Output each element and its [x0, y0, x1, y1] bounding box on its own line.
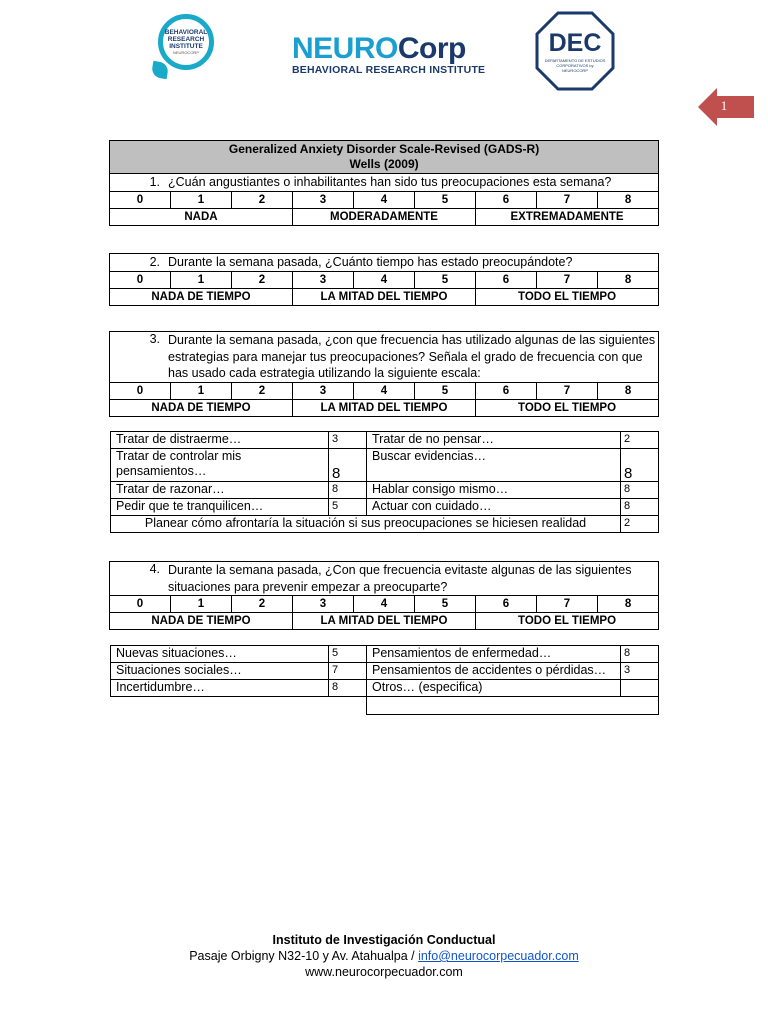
scale-value[interactable]: 2	[232, 383, 293, 400]
scale-value[interactable]: 1	[171, 192, 232, 209]
strategy-row	[111, 449, 659, 482]
strategy-label: Tratar de razonar…	[111, 482, 329, 499]
footer-institute: Instituto de Investigación Conductual	[272, 933, 496, 947]
anchor-row	[110, 289, 659, 306]
situation-value[interactable]	[621, 680, 659, 697]
bri-logo	[152, 12, 226, 80]
anchor-mid: LA MITAD DEL TIEMPO	[293, 289, 476, 306]
situation-value[interactable]: 7	[329, 663, 367, 680]
situation-label: Nuevas situaciones…	[111, 646, 329, 663]
situation-row	[111, 646, 659, 663]
situations-table	[110, 645, 659, 715]
anchor-low: NADA DE TIEMPO	[110, 400, 293, 417]
question-text: Durante la semana pasada, ¿Cuánto tiempo has estado preocupándote?	[168, 255, 573, 269]
situation-value[interactable]: 8	[329, 680, 367, 697]
question-4-table	[109, 561, 659, 630]
question-text: Durante la semana pasada, ¿Con que frecuencia evitaste algunas de las siguientes situaciones para prevenir empezar a preocuparte?	[168, 563, 632, 594]
scale-value[interactable]: 2	[232, 272, 293, 289]
scale-value[interactable]: 6	[476, 596, 537, 613]
anchor-low: NADA DE TIEMPO	[110, 613, 293, 630]
page-number-marker	[698, 88, 754, 126]
question-row	[110, 174, 659, 192]
situation-label: Pensamientos de accidentes o pérdidas…	[367, 663, 621, 680]
scale-value[interactable]: 5	[415, 383, 476, 400]
strategy-value[interactable]: 8	[621, 449, 659, 482]
anchor-row	[110, 400, 659, 417]
strategy-row	[111, 499, 659, 516]
question-number: 4.	[149, 562, 160, 576]
footer	[0, 932, 768, 980]
scale-header-row	[110, 141, 659, 174]
anchor-mid: MODERADAMENTE	[293, 209, 476, 226]
scale-value[interactable]: 6	[476, 272, 537, 289]
strategy-label: Tratar de distraerme…	[111, 432, 329, 449]
neurocorp-wordmark	[292, 34, 482, 64]
scale-value[interactable]: 0	[110, 272, 171, 289]
footer-email-link[interactable]: info@neurocorpecuador.com	[418, 949, 579, 963]
strategy-label: Tratar de controlar mis pensamientos…	[111, 449, 329, 482]
scale-value[interactable]: 3	[293, 596, 354, 613]
situation-value[interactable]: 3	[621, 663, 659, 680]
scale-value[interactable]: 6	[476, 383, 537, 400]
dec-logo	[534, 10, 616, 92]
scale-value[interactable]: 4	[354, 272, 415, 289]
footer-address: Pasaje Orbigny N32-10 y Av. Atahualpa /	[189, 949, 419, 963]
scale-row	[110, 192, 659, 209]
empty-cell	[329, 697, 367, 715]
question-cell	[110, 174, 659, 192]
footer-address-line	[0, 948, 768, 964]
scale-value[interactable]: 1	[171, 383, 232, 400]
scale-value[interactable]: 5	[415, 596, 476, 613]
strategy-value[interactable]: 5	[329, 499, 367, 516]
scale-value[interactable]: 6	[476, 192, 537, 209]
scale-row	[110, 272, 659, 289]
bri-logo-tail	[151, 61, 170, 80]
strategy-value[interactable]: 8	[329, 482, 367, 499]
neurocorp-word1: NEURO	[292, 32, 398, 65]
strategy-value[interactable]: 2	[621, 516, 659, 533]
scale-value[interactable]: 3	[293, 192, 354, 209]
anchor-mid: LA MITAD DEL TIEMPO	[293, 613, 476, 630]
scale-value[interactable]: 4	[354, 596, 415, 613]
bri-logo-line4: NEUROCORP	[172, 50, 199, 55]
question-cell	[110, 254, 659, 272]
neurocorp-tagline: BEHAVIORAL RESEARCH INSTITUTE	[292, 64, 486, 76]
scale-value[interactable]: 0	[110, 192, 171, 209]
question-text: Durante la semana pasada, ¿con que frecuencia has utilizado algunas de las siguientes estrategias para manejar tus preocupaciones? Señala el grado de frecuencia con que has usado cada estrategia utilizando la siguiente escala:	[168, 333, 656, 381]
scale-value[interactable]: 7	[537, 272, 598, 289]
empty-cell	[111, 697, 329, 715]
scale-value[interactable]: 2	[232, 192, 293, 209]
scale-value[interactable]: 8	[598, 596, 659, 613]
situation-row	[111, 680, 659, 697]
scale-author: Wells (2009)	[349, 157, 419, 171]
situation-label: Incertidumbre…	[111, 680, 329, 697]
scale-value[interactable]: 8	[598, 192, 659, 209]
question-number: 1.	[149, 175, 160, 189]
footer-website: www.neurocorpecuador.com	[305, 965, 463, 979]
bri-logo-line2: RESEARCH	[167, 36, 205, 43]
strategy-label: Pedir que te tranquilicen…	[111, 499, 329, 516]
strategy-label: Buscar evidencias…	[367, 449, 621, 482]
scale-value[interactable]: 8	[598, 383, 659, 400]
anchor-low: NADA DE TIEMPO	[110, 289, 293, 306]
situation-label: Situaciones sociales…	[111, 663, 329, 680]
situation-value[interactable]: 5	[329, 646, 367, 663]
question-text: ¿Cuán angustiantes o inhabilitantes han sido tus preocupaciones esta semana?	[168, 175, 612, 189]
scale-value[interactable]: 3	[293, 272, 354, 289]
scale-value[interactable]: 7	[537, 383, 598, 400]
question-1-table	[109, 140, 659, 226]
question-2-table	[109, 253, 659, 306]
anchor-high: TODO EL TIEMPO	[476, 400, 659, 417]
scale-title: Generalized Anxiety Disorder Scale-Revised (GADS-R)	[228, 142, 540, 156]
strategy-row-last	[111, 516, 659, 533]
anchor-row	[110, 613, 659, 630]
situation-row	[111, 663, 659, 680]
other-specify-field[interactable]	[367, 697, 659, 715]
page-number: 1	[720, 98, 728, 113]
situation-label: Pensamientos de enfermedad…	[367, 646, 621, 663]
strategy-label: Actuar con cuidado…	[367, 499, 621, 516]
situation-value[interactable]: 8	[621, 646, 659, 663]
neurocorp-word2: Corp	[397, 32, 466, 65]
dec-logo-subtitle: DEPARTAMENTO DE ESTUDIOS CORPORATIVOS by NEUROCORP	[544, 58, 606, 73]
question-row	[110, 332, 659, 383]
anchor-high: TODO EL TIEMPO	[476, 613, 659, 630]
scale-value[interactable]: 1	[171, 596, 232, 613]
strategies-table	[110, 431, 659, 533]
neurocorp-logo	[292, 32, 486, 76]
question-3-table	[109, 331, 659, 417]
bri-logo-line3: INSTITUTE	[169, 43, 203, 50]
scale-header-cell	[110, 141, 659, 174]
bri-logo-ring	[158, 14, 214, 70]
anchor-mid: LA MITAD DEL TIEMPO	[293, 400, 476, 417]
dec-logo-title: DEC	[548, 29, 602, 57]
scale-value[interactable]: 7	[537, 596, 598, 613]
bri-logo-line1: BEHAVIORAL	[164, 29, 208, 36]
strategy-label: Planear cómo afrontaría la situación si sus preocupaciones se hiciesen realidad	[111, 516, 621, 533]
strategy-value[interactable]: 8	[329, 449, 367, 482]
scale-value[interactable]: 1	[171, 272, 232, 289]
strategy-value[interactable]: 2	[621, 432, 659, 449]
strategy-value[interactable]: 8	[621, 482, 659, 499]
scale-row	[110, 596, 659, 613]
scale-value[interactable]: 5	[415, 272, 476, 289]
strategy-row	[111, 482, 659, 499]
strategy-value[interactable]: 8	[621, 499, 659, 516]
strategy-row	[111, 432, 659, 449]
scale-value[interactable]: 0	[110, 596, 171, 613]
strategy-label: Hablar consigo mismo…	[367, 482, 621, 499]
scale-value[interactable]: 7	[537, 192, 598, 209]
question-number: 3.	[149, 332, 160, 347]
question-cell	[110, 562, 659, 596]
question-row	[110, 254, 659, 272]
question-row	[110, 562, 659, 596]
situation-row-specify	[111, 697, 659, 715]
strategy-label: Tratar de no pensar…	[367, 432, 621, 449]
scale-value[interactable]: 4	[354, 192, 415, 209]
anchor-high: TODO EL TIEMPO	[476, 289, 659, 306]
scale-value[interactable]: 0	[110, 383, 171, 400]
scale-value[interactable]: 4	[354, 383, 415, 400]
scale-value[interactable]: 2	[232, 596, 293, 613]
scale-row	[110, 383, 659, 400]
scale-value[interactable]: 5	[415, 192, 476, 209]
anchor-low: NADA	[110, 209, 293, 226]
question-number: 2.	[149, 255, 160, 269]
anchor-row	[110, 209, 659, 226]
question-cell	[110, 332, 659, 383]
situation-label: Otros… (especifica)	[367, 680, 621, 697]
anchor-high: EXTREMADAMENTE	[476, 209, 659, 226]
scale-value[interactable]: 3	[293, 383, 354, 400]
strategy-value[interactable]: 3	[329, 432, 367, 449]
scale-value[interactable]: 8	[598, 272, 659, 289]
